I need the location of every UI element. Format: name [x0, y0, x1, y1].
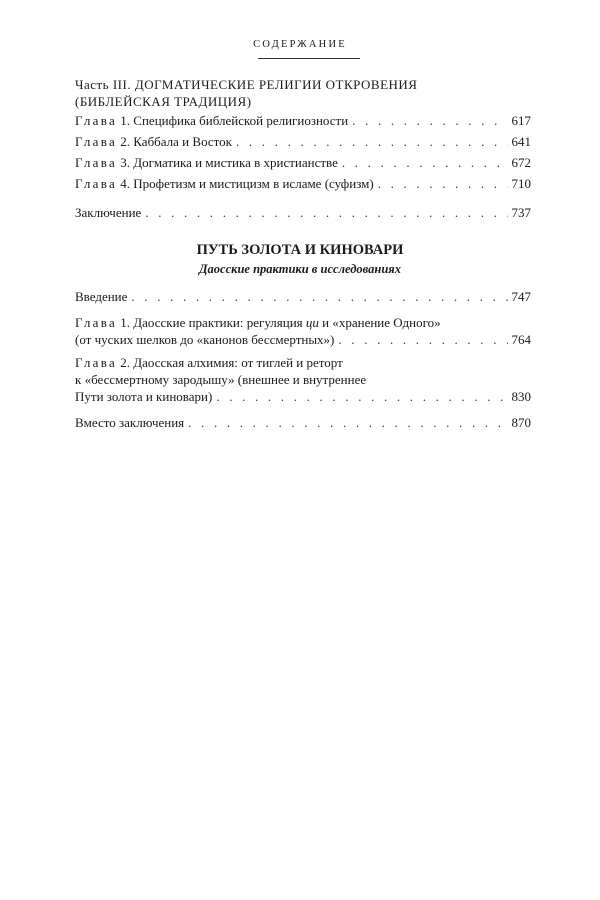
dot-leader	[352, 112, 507, 129]
entry-title: Введение	[75, 289, 128, 304]
italic-term: ци	[305, 315, 319, 330]
dot-leader	[216, 388, 507, 405]
running-head-rule	[258, 58, 360, 59]
part3-conclusion	[75, 204, 531, 221]
chapter-prefix: Глава	[75, 176, 118, 191]
toc-entry-chapter-3[interactable]	[75, 154, 531, 171]
chapter-title-part: и «хранение Одного»	[318, 315, 441, 330]
dot-leader	[188, 414, 507, 431]
page-number: 710	[511, 176, 531, 191]
page-number: 830	[511, 389, 531, 404]
dot-leader	[145, 204, 507, 221]
toc-entry-chapter-1[interactable]	[75, 112, 531, 129]
toc-entry-conclusion[interactable]	[75, 204, 531, 221]
chapter-prefix: Глава	[75, 315, 118, 330]
chapter-title: 1. Специфика библейской религиозности	[120, 113, 349, 128]
chapter-1-line-1	[75, 314, 531, 331]
page-number: 617	[511, 113, 531, 128]
entry-title: Вместо заключения	[75, 415, 185, 430]
section-subtitle: Даосские практики в исследованиях	[199, 262, 401, 276]
part-title-line-2: (БИБЛЕЙСКАЯ ТРАДИЦИЯ)	[75, 94, 252, 109]
chapter-title: 4. Профетизм и мистицизм в исламе (суфизм)	[120, 176, 374, 191]
chapter-title-part: (от чуских шелков до «канонов бессмертных»)	[75, 332, 335, 347]
section-title: ПУТЬ ЗОЛОТА И КИНОВАРИ	[196, 242, 404, 258]
part-title	[75, 76, 531, 110]
chapter-prefix: Глава	[75, 113, 118, 128]
chapter-title-part: 2. Даосская алхимия: от тиглей и реторт	[120, 355, 343, 370]
chapter-2-line-2: к «бессмертному зародышу» (внешнее и внутреннее	[75, 372, 367, 387]
chapter-prefix: Глава	[75, 134, 118, 149]
page-number: 672	[511, 155, 531, 170]
page-number: 747	[511, 289, 531, 304]
chapter-title: 3. Догматика и мистика в христианстве	[120, 155, 338, 170]
toc-entry-chapter-2[interactable]	[75, 133, 531, 150]
chapter-2-line-1	[75, 354, 531, 371]
book2-chapter-1[interactable]	[75, 314, 531, 348]
toc-entry-instead-of-conclusion[interactable]	[75, 414, 531, 431]
chapter-1-line-2	[75, 331, 531, 348]
chapter-prefix: Глава	[75, 155, 118, 170]
toc-entry-introduction[interactable]	[75, 288, 531, 305]
chapter-title-part: Пути золота и киновари)	[75, 389, 213, 404]
dot-leader	[236, 133, 508, 150]
chapter-title-part: 1. Даосские практики: регуляция	[120, 315, 306, 330]
page-number: 764	[511, 332, 531, 347]
dot-leader	[338, 331, 507, 348]
dot-leader	[378, 175, 508, 192]
book2-intro	[75, 288, 531, 305]
dot-leader	[342, 154, 508, 171]
running-head: СОДЕРЖАНИЕ	[253, 39, 347, 50]
book2-chapter-2[interactable]	[75, 354, 531, 405]
page-number: 641	[511, 134, 531, 149]
part3-chapter-list	[75, 112, 531, 192]
chapter-prefix: Глава	[75, 355, 118, 370]
chapter-2-line-3	[75, 388, 531, 405]
part-title-line-1: Часть III. ДОГМАТИЧЕСКИЕ РЕЛИГИИ ОТКРОВЕНИЯ	[75, 77, 418, 92]
toc-entry-chapter-4[interactable]	[75, 175, 531, 192]
book2-ending	[75, 414, 531, 431]
page-number: 737	[511, 205, 531, 220]
entry-title: Заключение	[75, 205, 142, 220]
dot-leader	[131, 288, 507, 305]
chapter-title: 2. Каббала и Восток	[120, 134, 232, 149]
page-number: 870	[511, 415, 531, 430]
